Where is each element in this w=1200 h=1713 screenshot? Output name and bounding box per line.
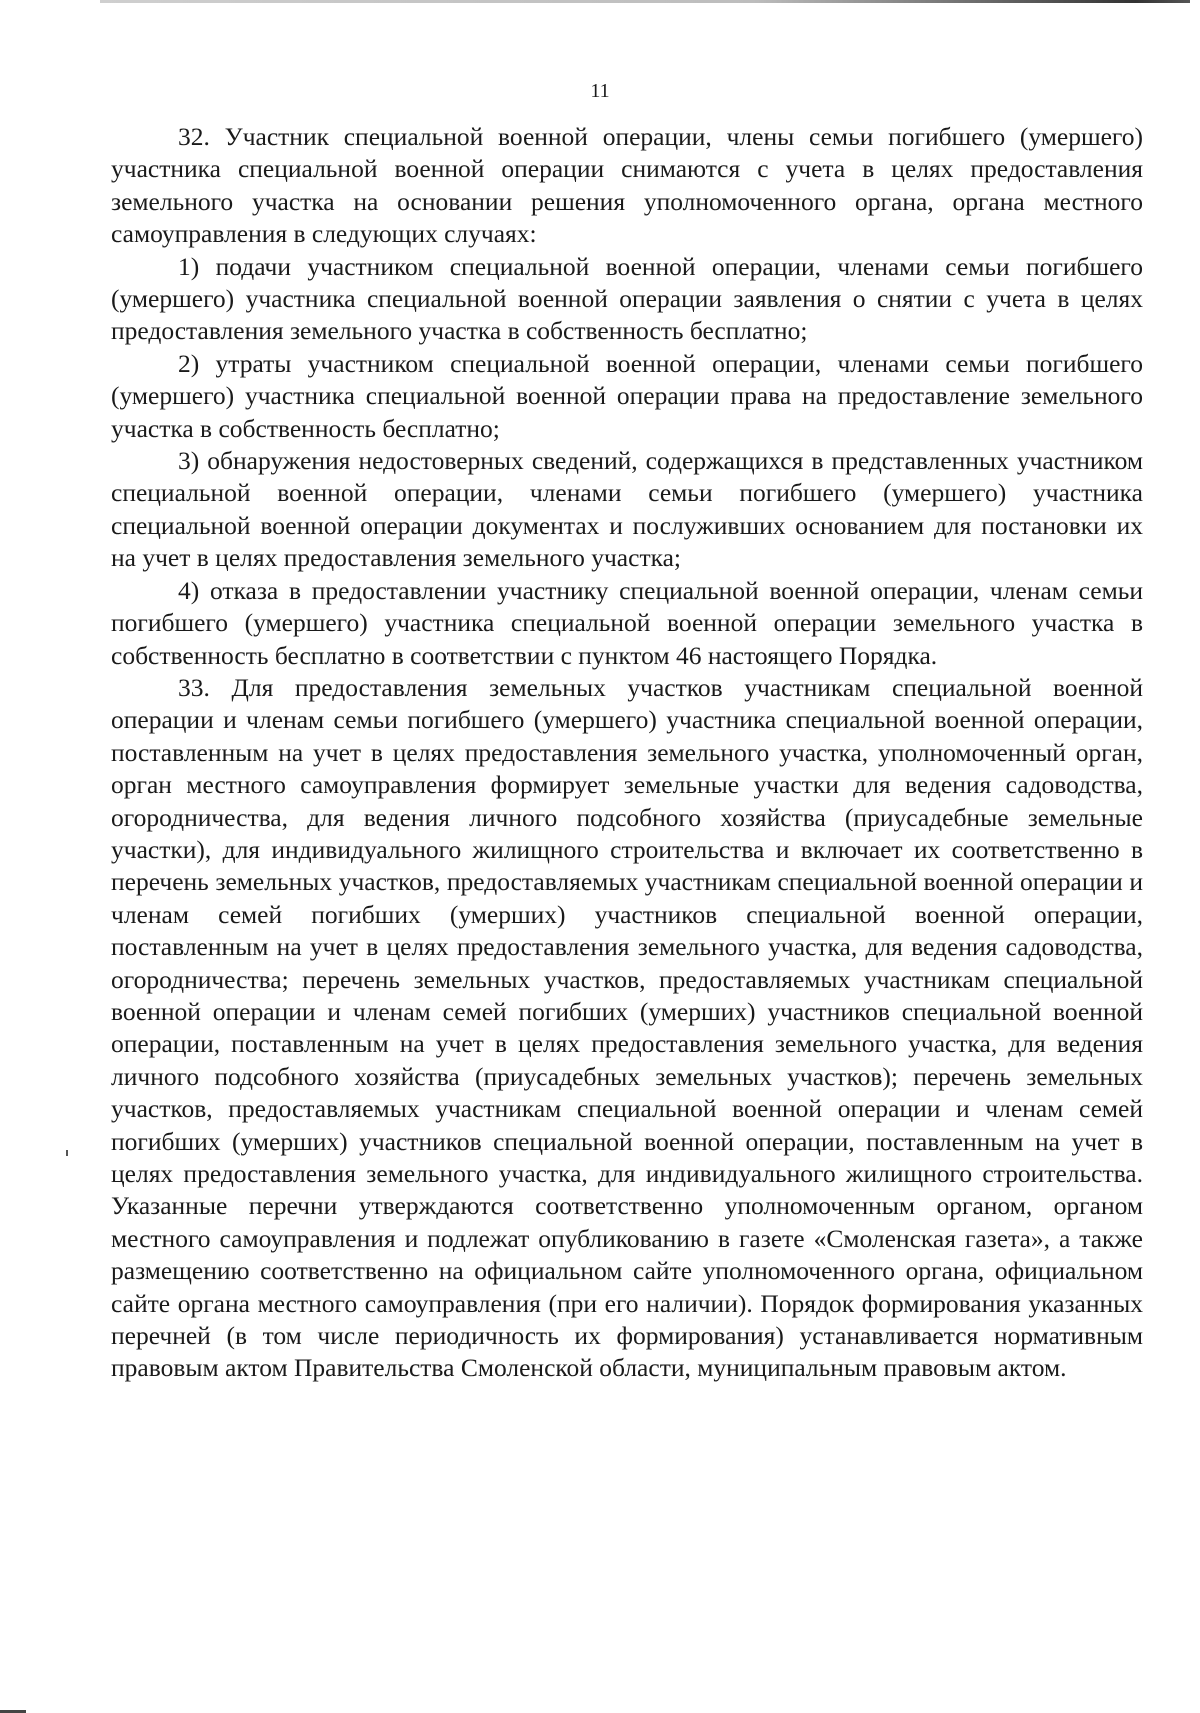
list-item-3: 3) обнаружения недостоверных сведений, содержащихся в представленных участником специальной военной операции, членами семьи погибшего (умершего) участника специальной военной операции документах и послуживших основанием для постановки их на учет в целях предоставления земельного участка; <box>111 446 1143 573</box>
paragraph-32: 32. Участник специальной военной операции, члены семьи погибшего (умершего) участника специальной военной операции снимаются с учета в целях предоставления земельного участка на основании решения уполномоченного органа, органа местного самоуправления в следующих случаях: <box>111 122 1143 249</box>
list-item-4: 4) отказа в предоставлении участнику специальной военной операции, членам семьи погибшего (умершего) участника специальной военной операции земельного участка в собственность бесплатно в соответствии с пунктом 46 настоящего Порядка. <box>111 575 1143 670</box>
paragraph-33: 33. Для предоставления земельных участков участникам специальной военной операции и членам семьи погибшего (умершего) участника специальной военной операции, поставленным на учет в целях предоставления земельного участка, уполномоченный орган, орган местного самоуправления формирует земельные участки для ведения садоводства, огородничества, для ведения личного подсобного хозяйства (приусадебные земельные участки), для индивидуального жилищного строительства и включает их соответственно в перечень земельных участков, предоставляемых участникам специальной военной операции и членам семей погибших (умерших) участников специальной военной операции, поставленным на учет в целях предоставления земельного участка, для ведения садоводства, огородничества; перечень земельных участков, предоставляемых участникам специальной военной операции и членам семей погибших (умерших) участников специальной военной операции, поставленным на учет в целях предоставления земельного участка, для ведения личного подсобного хозяйства (приусадебных земельных участков); перечень земельных участков, предоставляемых участникам специальной военной операции и членам семей погибших (умерших) участников специальной военной операции, поставленным на учет в целях предоставления земельного участка, для индивидуального жилищного строительства. Указанные перечни утверждаются соответственно уполномоченным органом, органом местного самоуправления и подлежат опубликованию в газете «Смоленская газета», а также размещению соответственно на официальном сайте уполномоченного органа, официальном сайте органа местного самоуправления (при его наличии). Порядок формирования указанных перечней (в том числе периодичность их формирования) устанавливается нормативным правовым актом Правительства Смоленской области, муниципальным правовым актом. <box>111 672 1143 1383</box>
document-body <box>111 121 1143 1385</box>
page-number: 11 <box>590 80 610 102</box>
scan-edge-top <box>100 0 1190 3</box>
list-item-2: 2) утраты участником специальной военной операции, членами семьи погибшего (умершего) участника специальной военной операции права на предоставление земельного участка в собственность бесплатно; <box>111 348 1143 443</box>
list-item-1: 1) подачи участником специальной военной операции, членами семьи погибшего (умершего) участника специальной военной операции заявления о снятии с учета в целях предоставления земельного участка в собственность бесплатно; <box>111 251 1143 346</box>
scan-speck <box>66 1150 68 1156</box>
